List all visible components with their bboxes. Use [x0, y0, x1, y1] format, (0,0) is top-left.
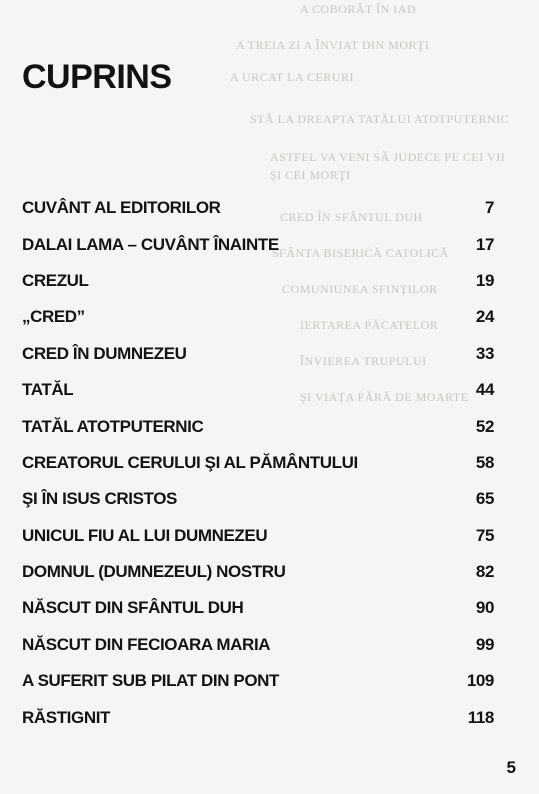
toc-entry [22, 336, 494, 372]
toc-entry [22, 554, 494, 590]
toc-entry-title: UNICUL FIU AL LUI DUMNEZEU [22, 525, 268, 545]
page-title: CUPRINS [22, 58, 172, 96]
toc-entry [22, 627, 494, 663]
table-of-contents [22, 190, 494, 736]
toc-entry-page: 24 [475, 307, 494, 327]
toc-entry-page: 65 [475, 489, 494, 509]
toc-entry-title: DALAI LAMA – CUVÂNT ÎNAINTE [22, 234, 279, 254]
toc-entry [22, 226, 494, 262]
toc-entry-page: 99 [475, 634, 494, 654]
toc-entry-page: 109 [466, 671, 494, 691]
toc-entry-page: 7 [484, 198, 494, 218]
toc-entry-page: 82 [475, 562, 494, 582]
toc-entry-page: 90 [475, 598, 494, 618]
toc-entry [22, 590, 494, 626]
toc-entry-title: ŞI ÎN ISUS CRISTOS [22, 489, 177, 509]
toc-entry-title: CREZUL [22, 270, 89, 290]
toc-entry-title: TATĂL [22, 380, 74, 400]
toc-entry-page: 44 [475, 380, 494, 400]
toc-entry-page: 58 [475, 452, 494, 472]
toc-entry [22, 445, 494, 481]
toc-entry-title: CRED ÎN DUMNEZEU [22, 343, 187, 363]
toc-entry-page: 17 [475, 234, 494, 254]
toc-entry [22, 372, 494, 408]
toc-entry-page: 118 [467, 707, 494, 727]
toc-entry-title: CREATORUL CERULUI ŞI AL PĂMÂNTULUI [22, 452, 358, 472]
reverse-side-bleed-through: A COBORÂT ÎN IAD A TREIA ZI A ÎNVIAT DIN MORŢI A URCAT LA CERURI STĂ LA DREAPTA TATĂLUI ATOTPUTERNIC ASTFEL VA VENI SĂ JUDECE PE CEI VII ŞI CEI MORŢI CRED ÎN SFÂNTUL DUH SFÂNTA BISERICĂ CATOLICĂ COMUNIUNEA SFINŢILOR IERTAREA PĂCATELOR ÎNVIEREA TRUPULUI ŞI VIAŢA FĂRĂ DE MOARTE [230, 2, 510, 404]
toc-entry [22, 481, 494, 517]
toc-entry-title: „CRED” [22, 307, 85, 327]
toc-entry [22, 299, 494, 335]
toc-entry-page: 33 [475, 343, 494, 363]
toc-entry [22, 663, 494, 699]
toc-entry-title: TATĂL ATOTPUTERNIC [22, 416, 204, 436]
page-number: 5 [506, 758, 516, 777]
toc-entry-title: A SUFERIT SUB PILAT DIN PONT [22, 671, 280, 691]
toc-entry [22, 518, 494, 554]
toc-entry-title: NĂSCUT DIN FECIOARA MARIA [22, 634, 271, 654]
toc-entry-page: 52 [475, 416, 494, 436]
toc-entry [22, 263, 494, 299]
toc-entry-title: NĂSCUT DIN SFÂNTUL DUH [22, 598, 244, 618]
toc-entry [22, 190, 494, 226]
toc-entry-title: CUVÂNT AL EDITORILOR [22, 198, 221, 218]
toc-entry-title: DOMNUL (DUMNEZEUL) NOSTRU [22, 562, 286, 582]
toc-entry [22, 408, 494, 444]
toc-entry-title: RĂSTIGNIT [22, 707, 111, 727]
toc-entry-page: 19 [475, 270, 494, 290]
toc-entry-page: 75 [475, 525, 494, 545]
toc-entry [22, 699, 494, 735]
